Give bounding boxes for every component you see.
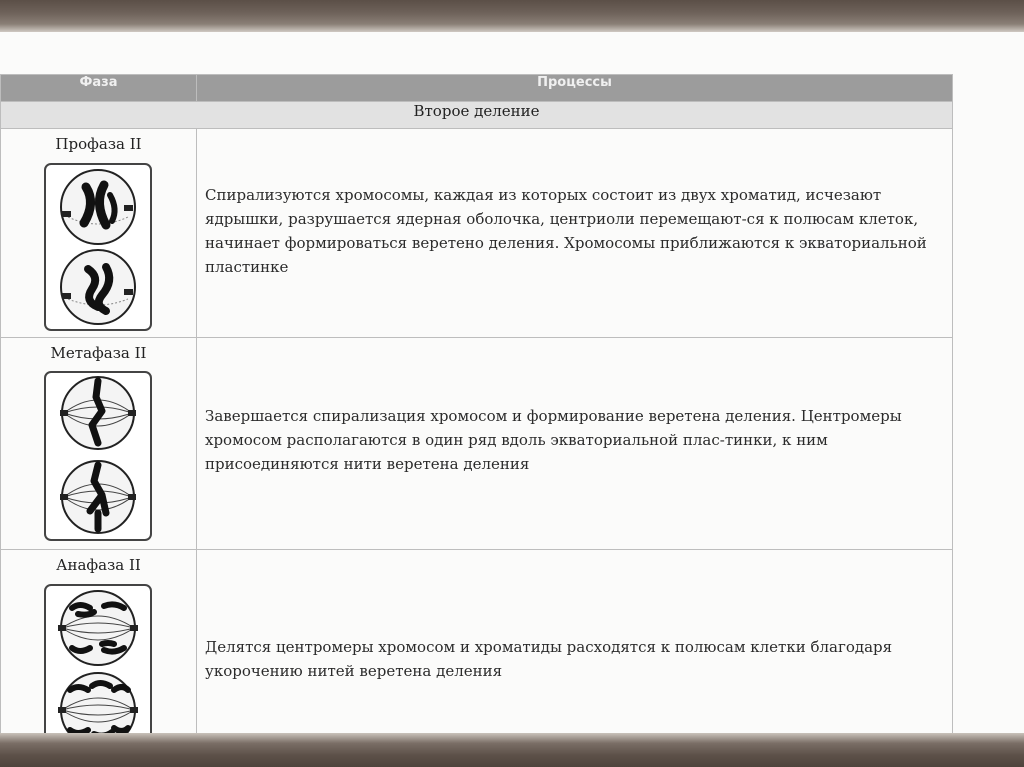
phase-name: Анафаза II — [56, 556, 141, 574]
table-subheader-row — [1, 102, 953, 129]
description-cell — [197, 550, 953, 762]
phase-cell — [1, 338, 197, 550]
subheader-second-division: Второе деление — [1, 102, 953, 129]
table-row — [1, 129, 953, 338]
table-header-row — [1, 75, 953, 102]
phase-cell — [1, 129, 197, 338]
table-row — [1, 550, 953, 762]
process-description: Спирализуются хромосомы, каждая из которых состоит из двух хроматид, исчезают ядрышки, разрушается ядерная оболочка, центриоли перемещают-ся к полюсам клеток, начинает формироваться веретено деления. Хромосомы приближаются к экваториальной пластинке — [205, 186, 927, 276]
anaphase-ii-cells-illustration — [44, 584, 152, 754]
slide-sheet — [0, 32, 1024, 733]
phase-name: Профаза II — [55, 135, 142, 153]
header-phase: Фаза — [1, 75, 197, 102]
bottom-border-band — [0, 733, 1024, 767]
process-description: Делятся центромеры хромосом и хроматиды расходятся к полюсам клетки благодаря укорочению нитей веретена деления — [205, 638, 893, 680]
process-description: Завершается спирализация хромосом и формирование веретена деления. Центромеры хромосом располагаются в один ряд вдоль экваториальной плас-тинки, к ним присоединяются нити веретена деления — [205, 407, 902, 473]
top-border-band — [0, 0, 1024, 32]
phase-cell — [1, 550, 197, 762]
metaphase-ii-cells-illustration — [44, 371, 152, 541]
phase-name: Метафаза II — [50, 344, 147, 362]
meiosis-table — [0, 74, 953, 762]
description-cell — [197, 129, 953, 338]
prophase-ii-cells-illustration — [44, 163, 152, 331]
description-cell — [197, 338, 953, 550]
table-row — [1, 338, 953, 550]
header-processes: Процессы — [197, 75, 953, 102]
